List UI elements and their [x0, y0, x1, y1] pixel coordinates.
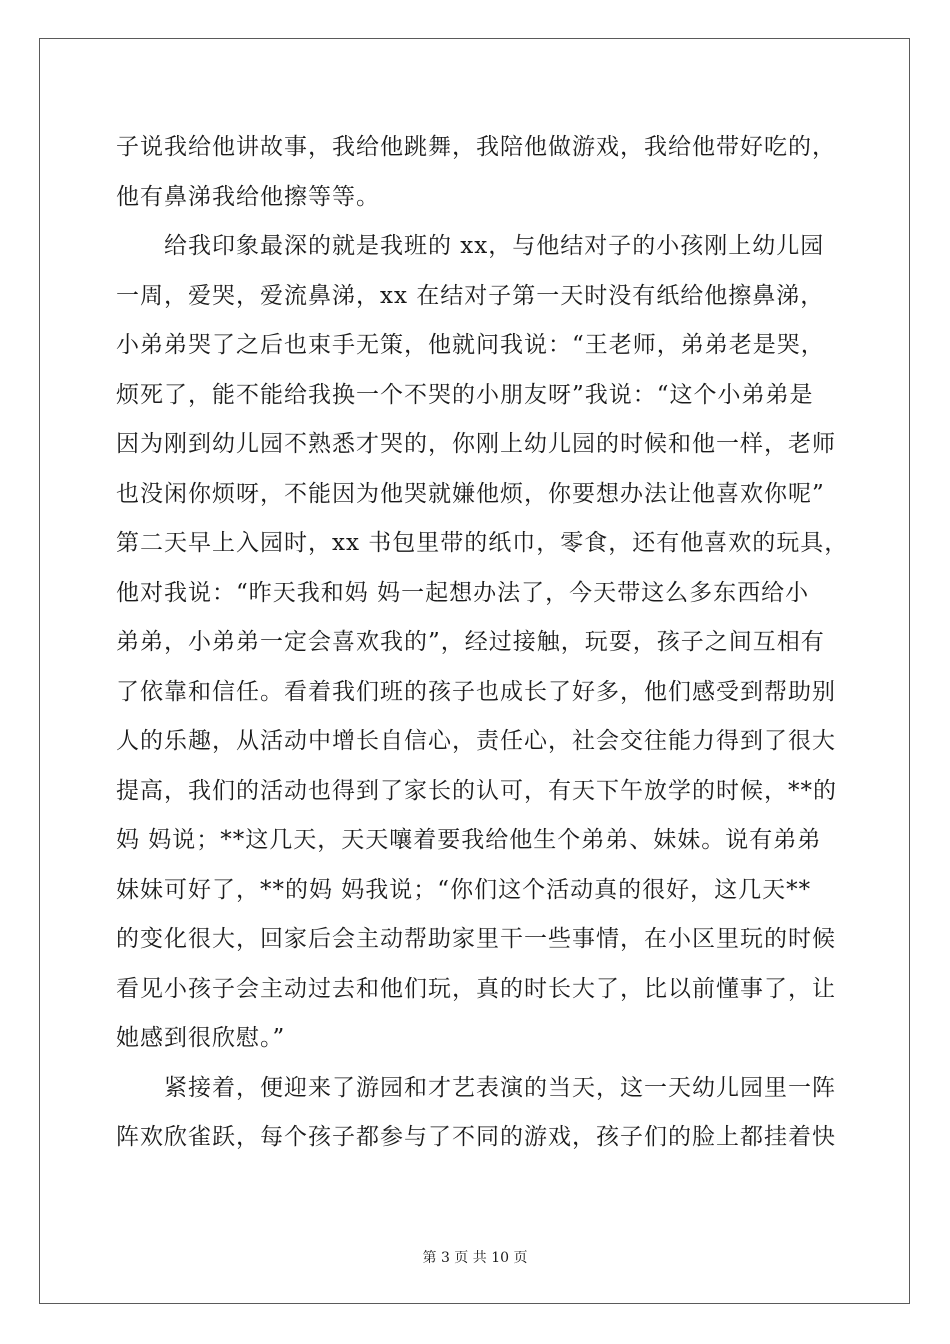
text-line: 看见小孩子会主动过去和他们玩，真的时长大了，比以前懂事了，让 [116, 975, 836, 1002]
text-line: 他有鼻涕我给他擦等等。 [116, 183, 380, 210]
text-line: 子说我给他讲故事，我给他跳舞，我陪他做游戏，我给他带好吃的， [116, 134, 836, 160]
text-line: 烦死了，能不能给我换一个不哭的小朋友呀”我说：“这个小弟弟是 [116, 381, 814, 408]
text-line: 妹妹可好了，**的妈 妈我说；“你们这个活动真的很好，这几天** [116, 876, 812, 903]
page-footer: 第 3 页 共 10 页 [422, 1250, 528, 1266]
text-line: 她感到很欣慰。” [116, 1025, 286, 1051]
text-line: 弟弟，小弟弟一定会喜欢我的”，经过接触，玩耍，孩子之间互相有 [116, 629, 825, 655]
text-line: 人的乐趣，从活动中增长自信心，责任心，社会交往能力得到了很大 [116, 728, 836, 754]
text-line: 的变化很大，回家后会主动帮助家里干一些事情，在小区里玩的时候 [116, 926, 836, 952]
text-line: 也没闲你烦呀，不能因为他哭就嫌他烦，你要想办法让他喜欢你呢” [116, 480, 825, 507]
text-line: 一周，爱哭，爱流鼻涕，xx 在结对子第一天时没有纸给他擦鼻涕， [116, 282, 825, 309]
text-line: 小弟弟哭了之后也束手无策，他就问我说：“王老师，弟弟老是哭， [116, 332, 825, 358]
text-line: 他对我说：“昨天我和妈 妈一起想办法了，今天带这么多东西给小 [116, 579, 810, 606]
text-line: 紧接着，便迎来了游园和才艺表演的当天，这一天幼儿园里一阵 [164, 1074, 836, 1101]
text-line: 给我印象最深的就是我班的 xx，与他结对子的小孩刚上幼儿园 [164, 233, 825, 259]
text-line: 妈 妈说；**这几天，天天嚷着要我给他生个弟弟、妹妹。说有弟弟 [116, 827, 822, 853]
text-line: 阵欢欣雀跃，每个孩子都参与了不同的游戏，孩子们的脸上都挂着快 [116, 1124, 836, 1150]
document-body [116, 123, 849, 1163]
text-line: 第二天早上入园时，xx 书包里带的纸巾，零食，还有他喜欢的玩具， [116, 530, 849, 556]
text-line: 了依靠和信任。看着我们班的孩子也成长了好多，他们感受到帮助别 [116, 678, 836, 705]
text-line: 提高，我们的活动也得到了家长的认可，有天下午放学的时候，**的 [116, 777, 837, 804]
text-line: 因为刚到幼儿园不熟悉才哭的，你刚上幼儿园的时候和他一样，老师 [116, 431, 836, 457]
